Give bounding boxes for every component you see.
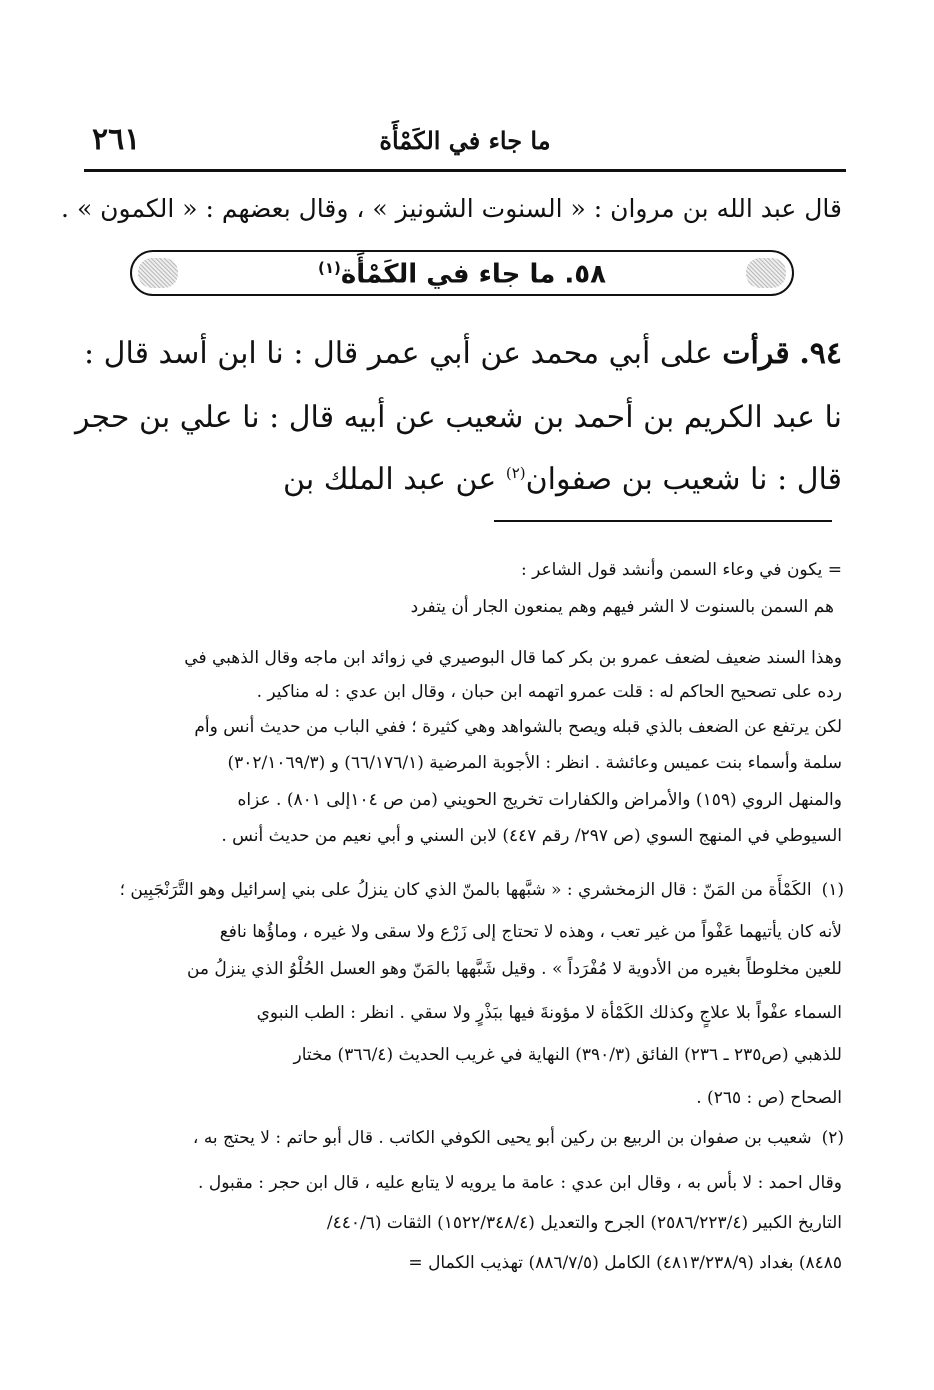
- footnote-1-line: للعين مخلوطاً بغيره من الأدوية لا مُفْرَداً » . وقيل شَبَّهها بالمَنّ وهو العسل الحُلْوُ الذي ينزلُ من: [186, 959, 842, 979]
- section-heading-box: [130, 250, 794, 296]
- hadith-line-3-text-a: قال : نا شعيب بن صفوان: [525, 462, 842, 497]
- footnote-continued-line: والمنهل الروي (١٥٩) والأمراض والكفارات تخريج الحويني (من ص ١٠٤إلى ٨٠١) . عزاه: [237, 790, 842, 810]
- footnote-1-line: للذهبي (ص٢٣٥ ـ ٢٣٦) الفائق (٣٩٠/٣) النهاية في غريب الحديث (٣٦٦/٤) مختار: [293, 1045, 842, 1065]
- footnote-continued-line: = يكون في وعاء السمن وأنشد قول الشاعر :: [520, 560, 842, 580]
- hadith-number: ٩٤.: [799, 336, 842, 371]
- footnote-1-line: لأنه كان يأتيهما عَفْواً من غير تعب ، وهذه لا تحتاج إلى زَرْع ولا سقى ولا غيره ، وماؤُها نافع: [219, 922, 842, 942]
- section-title: [132, 259, 792, 290]
- page-number: ٢٦١: [92, 122, 141, 157]
- running-title: ما جاء في الكَمْأَة: [379, 126, 551, 155]
- footnote-1-line: [120, 880, 844, 900]
- page-header: [84, 120, 846, 166]
- footnote-1-line: السماء عفْواً بلا علاجٍ وكذلك الكَمْأة لا مؤونةَ فيها ببَذْرٍ ولا سقي . انظر : الطب النبوي: [256, 1003, 842, 1023]
- footnote-continued-line: سلمة وأسماء بنت عميس وعائشة . انظر : الأجوبة المرضية (٦٦/١٧٦/١) و (٣٠٢/١٠٦٩/٣): [227, 753, 842, 773]
- section-title-text: ٥٨. ما جاء في الكَمْأَة: [340, 259, 607, 290]
- hadith-line-3: [283, 462, 842, 497]
- footnote-1-number: (١): [821, 880, 844, 900]
- footnote-continued-line: رده على تصحيح الحاكم له : قلت عمرو اتهمه ابن حبان ، وقال ابن عدي : له مناكير .: [256, 682, 842, 702]
- footnote-continued-line: السيوطي في المنهج السوي (ص ٢٩٧/ رقم ٤٤٧) لابن السني و أبي نعيم من حديث أنس .: [221, 826, 842, 846]
- footnote-poem-line: هم السمن بالسنوت لا الشر فيهم وهم يمنعون الجار أن يتفرد: [410, 597, 834, 617]
- hadith-opening-word: قرأت: [722, 336, 790, 371]
- intro-line: قال عبد الله بن مروان : « السنوت الشونيز » ، وقال بعضهم : « الكمون » .: [61, 194, 842, 223]
- hadith-line-2: نا عبد الكريم بن أحمد بن شعيب عن أبيه قال : نا علي بن حجر: [75, 400, 842, 435]
- hadith-line-1: [84, 336, 842, 371]
- footnote-continued-line: لكن يرتفع عن الضعف بالذي قبله ويصح بالشواهد وهي كثيرة ؛ ففي الباب من حديث أنس وأم: [194, 717, 842, 737]
- header-rule: [84, 169, 846, 172]
- footnote-2-number: (٢): [821, 1128, 844, 1148]
- footnote-1-line: الصحاح (ص : ٢٦٥) .: [696, 1088, 842, 1108]
- footnote-1-line-text: الكَمْأَة من المَنّ : قال الزمخشري : « شبَّهها بالمنّ الذي كان ينزلُ على بني إسرائيل وهو التَّرَنْجَبِين ؛: [119, 880, 812, 900]
- hadith-line-1-text: على أبي محمد عن أبي عمر قال : نا ابن أسد قال :: [84, 336, 713, 371]
- footnote-2-line-text: شعيب بن صفوان بن الربيع بن ركين أبو يحيى الكوفي الكاتب . قال أبو حاتم : لا يحتج به ،: [192, 1128, 812, 1148]
- footnote-continued-line: وهذا السند ضعيف لضعف عمرو بن بكر كما قال البوصيري في زوائد ابن ماجه وقال الذهبي في: [184, 648, 842, 668]
- footnote-2-line: وقال احمد : لا بأس به ، وقال ابن عدي : عامة ما يرويه لا يتابع عليه ، قال ابن حجر : مقبول .: [198, 1173, 842, 1193]
- footnote-2-line: ٨٤٨٥) بغداد (٤٨١٣/٢٣٨/٩) الكامل (٨٨٦/٧/٥) تهذيب الكمال =: [408, 1253, 842, 1273]
- footnote-rule: [494, 520, 832, 522]
- hadith-line-3-text-b: عن عبد الملك بن: [283, 462, 497, 497]
- section-footnote-mark: (١): [317, 259, 341, 277]
- footnote-2-line: التاريخ الكبير (٢٥٨٦/٢٢٣/٤) الجرح والتعديل (١٥٢٢/٣٤٨/٤) الثقات (٤٤٠/٦/: [326, 1213, 842, 1233]
- footnote-2-line: [193, 1128, 844, 1148]
- hadith-footnote-mark: (٢): [505, 464, 526, 482]
